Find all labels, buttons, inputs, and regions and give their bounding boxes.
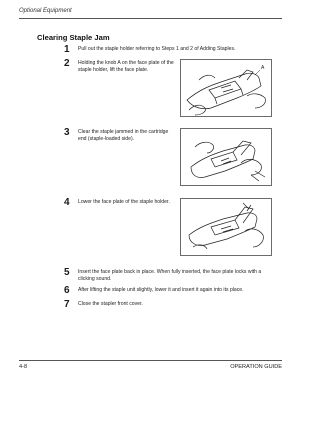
step-text: Insert the face plate back in place. When fully inserted, the face plate locks with a clicking sound. — [78, 269, 262, 282]
staple-cartridge-drawing — [181, 129, 271, 185]
page-number: 4-8 — [19, 364, 28, 370]
step-3-illustration — [180, 128, 272, 186]
face-plate-lowering-drawing — [181, 199, 271, 255]
stapler-face-plate-drawing — [181, 60, 271, 116]
running-header: Optional Equipment — [19, 8, 72, 14]
step-number: 1 — [64, 44, 70, 55]
guide-title: OPERATION GUIDE — [230, 364, 282, 370]
step-number: 4 — [64, 197, 70, 208]
step-text: Close the stapler front cover. — [78, 301, 143, 307]
header-rule — [19, 18, 282, 19]
step-text: Holding the knob A on the face plate of the staple holder, lift the face plate. — [78, 60, 174, 73]
step-text: Pull out the staple holder referring to Steps 1 and 2 of Adding Staples. — [78, 46, 236, 52]
step-text: Clear the staple jammed in the cartridge end (staple-loaded side). — [78, 129, 169, 142]
step-number: 2 — [64, 58, 70, 69]
callout-label: A — [261, 65, 265, 71]
step-2-illustration — [180, 59, 272, 117]
section-title: Clearing Staple Jam — [37, 33, 110, 42]
step-text: After lifting the staple unit slightly, lower it and insert it again into its place. — [78, 287, 244, 293]
step-4-illustration — [180, 198, 272, 256]
step-number: 7 — [64, 299, 70, 310]
footer-rule — [19, 360, 282, 361]
step-number: 6 — [64, 285, 70, 296]
step-text: Lower the face plate of the staple holder. — [78, 199, 170, 205]
step-number: 5 — [64, 267, 70, 278]
step-number: 3 — [64, 127, 70, 138]
